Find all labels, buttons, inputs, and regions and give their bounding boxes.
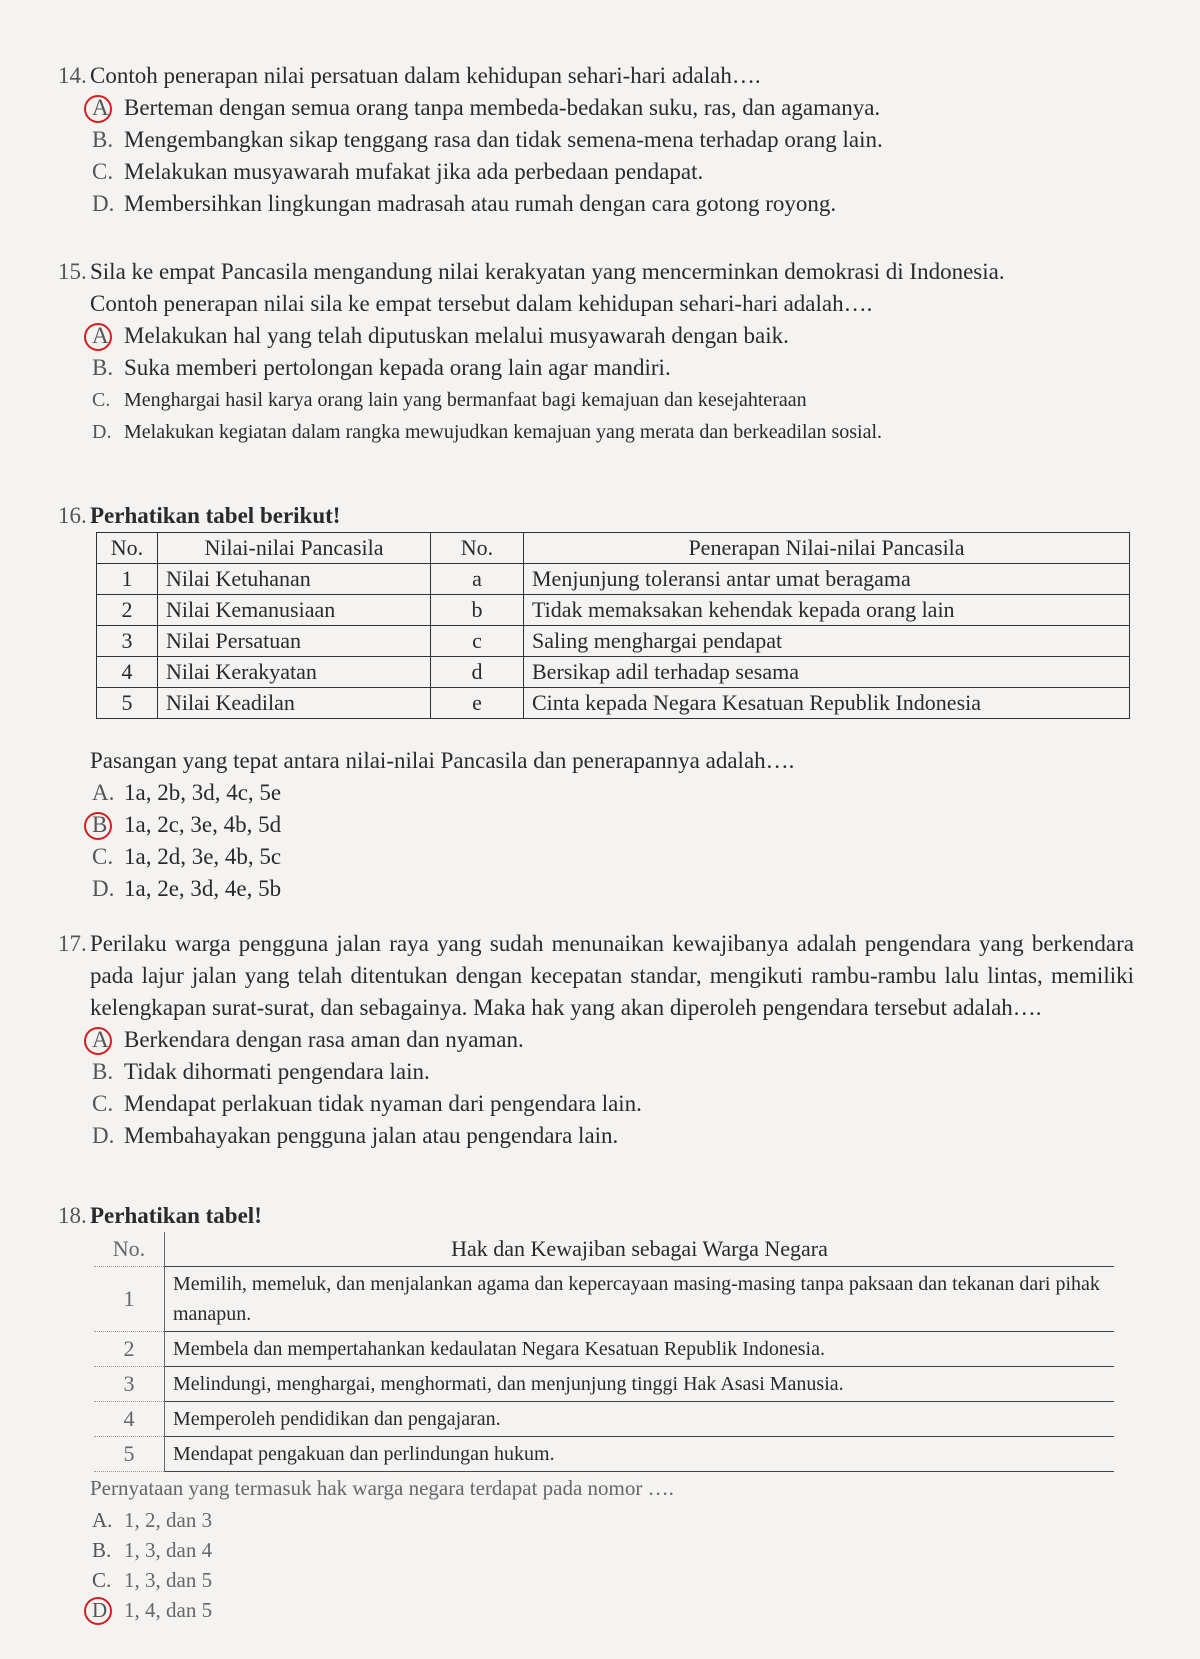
table-header-row: No. Nilai-nilai Pancasila No. Penerapan Nilai-nilai Pancasila <box>97 533 1130 564</box>
question-number: 18. <box>58 1203 87 1228</box>
option-c[interactable]: C. Mendapat perlakuan tidak nyaman dari pengendara lain. <box>92 1091 642 1116</box>
pancasila-table <box>96 532 1130 719</box>
option-d[interactable]: D. 1a, 2e, 3d, 4e, 5b <box>92 876 282 901</box>
table-row: 4 Memperoleh pendidikan dan pengajaran. <box>94 1402 1114 1437</box>
option-a[interactable]: A Melakukan hal yang telah diputuskan melalui musyawarah dengan baik. <box>90 320 1134 352</box>
question-17 <box>58 928 1134 1152</box>
table-row: 2 Nilai Kemanusiaan b Tidak memaksakan kehendak kepada orang lain <box>97 595 1130 626</box>
question-text: Pernyataan yang termasuk hak warga negara terdapat pada nomor …. <box>90 1476 674 1500</box>
rights-table <box>94 1232 1114 1472</box>
question-text: Sila ke empat Pancasila mengandung nilai kerakyatan yang mencerminkan demokrasi di Indonesia. <box>90 259 1005 284</box>
question-16 <box>58 500 1134 905</box>
question-title: Perhatikan tabel! <box>90 1203 262 1228</box>
question-title: Perhatikan tabel berikut! <box>90 503 341 528</box>
option-c[interactable]: C. Melakukan musyawarah mufakat jika ada perbedaan pendapat. <box>92 159 704 184</box>
option-b[interactable]: B. Tidak dihormati pengendara lain. <box>92 1059 430 1084</box>
question-15 <box>58 256 1134 448</box>
question-number: 16. <box>58 503 87 528</box>
question-number: 17. <box>58 931 87 956</box>
option-b[interactable]: B. 1, 3, dan 4 <box>92 1538 213 1562</box>
table-row: 2 Membela dan mempertahankan kedaulatan Negara Kesatuan Republik Indonesia. <box>94 1332 1114 1367</box>
option-b[interactable]: B. Suka memberi pertolongan kepada orang lain agar mandiri. <box>92 355 671 380</box>
option-b[interactable]: B. Mengembangkan sikap tenggang rasa dan tidak semena-mena terhadap orang lain. <box>92 127 883 152</box>
table-row: 1 Memilih, memeluk, dan menjalankan agama dan kepercayaan masing-masing tanpa paksaan dan tekanan dari pihak manapun. <box>94 1267 1114 1332</box>
option-d[interactable]: D. Membahayakan pengguna jalan atau pengendara lain. <box>92 1123 619 1148</box>
question-text: Perilaku warga pengguna jalan raya yang sudah menunaikan kewajibanya adalah pengendara yang berkendara pada lajur jalan yang telah ditentukan dengan kecepatan standar, mengikuti rambu-rambu lalu lintas, memiliki kelengkapan surat-surat, dan sebagainya. Maka hak yang akan diperoleh pengendara tersebut adalah…. <box>90 931 1134 1020</box>
table-row: 5 Nilai Keadilan e Cinta kepada Negara Kesatuan Republik Indonesia <box>97 688 1130 719</box>
option-a[interactable]: A. 1, 2, dan 3 <box>92 1508 213 1532</box>
table-row: 4 Nilai Kerakyatan d Bersikap adil terhadap sesama <box>97 657 1130 688</box>
question-number: 14. <box>58 63 87 88</box>
option-c[interactable]: C. 1, 3, dan 5 <box>92 1568 213 1592</box>
option-c[interactable]: C. Menghargai hasil karya orang lain yang bermanfaat bagi kemajuan dan kesejahteraan <box>92 389 807 411</box>
table-row: 3 Melindungi, menghargai, menghormati, dan menjunjung tinggi Hak Asasi Manusia. <box>94 1367 1114 1402</box>
option-a[interactable]: A Berkendara dengan rasa aman dan nyaman. <box>90 1024 1134 1056</box>
question-text-2: Contoh penerapan nilai sila ke empat tersebut dalam kehidupan sehari-hari adalah…. <box>90 291 873 316</box>
option-d[interactable]: D 1, 4, dan 5 <box>90 1594 1134 1624</box>
question-text: Pasangan yang tepat antara nilai-nilai Pancasila dan penerapannya adalah…. <box>90 748 795 773</box>
table-row: 5 Mendapat pengakuan dan perlindungan hukum. <box>94 1437 1114 1472</box>
option-c[interactable]: C. 1a, 2d, 3e, 4b, 5c <box>92 844 282 869</box>
table-row: 3 Nilai Persatuan c Saling menghargai pendapat <box>97 626 1130 657</box>
table-header-row: No. Hak dan Kewajiban sebagai Warga Negara <box>94 1232 1114 1267</box>
question-18 <box>58 1200 1134 1624</box>
option-a[interactable]: A Berteman dengan semua orang tanpa membeda-bedakan suku, ras, dan agamanya. <box>90 92 1134 124</box>
table-row: 1 Nilai Ketuhanan a Menjunjung toleransi antar umat beragama <box>97 564 1130 595</box>
question-number: 15. <box>58 259 87 284</box>
option-b[interactable]: B 1a, 2c, 3e, 4b, 5d <box>90 809 1134 841</box>
option-a[interactable]: A. 1a, 2b, 3d, 4c, 5e <box>92 780 282 805</box>
option-d[interactable]: D. Melakukan kegiatan dalam rangka mewujudkan kemajuan yang merata dan berkeadilan sosial. <box>92 421 883 443</box>
question-14 <box>58 60 1134 220</box>
option-d[interactable]: D. Membersihkan lingkungan madrasah atau rumah dengan cara gotong royong. <box>92 191 837 216</box>
question-text: Contoh penerapan nilai persatuan dalam kehidupan sehari-hari adalah…. <box>90 63 761 88</box>
